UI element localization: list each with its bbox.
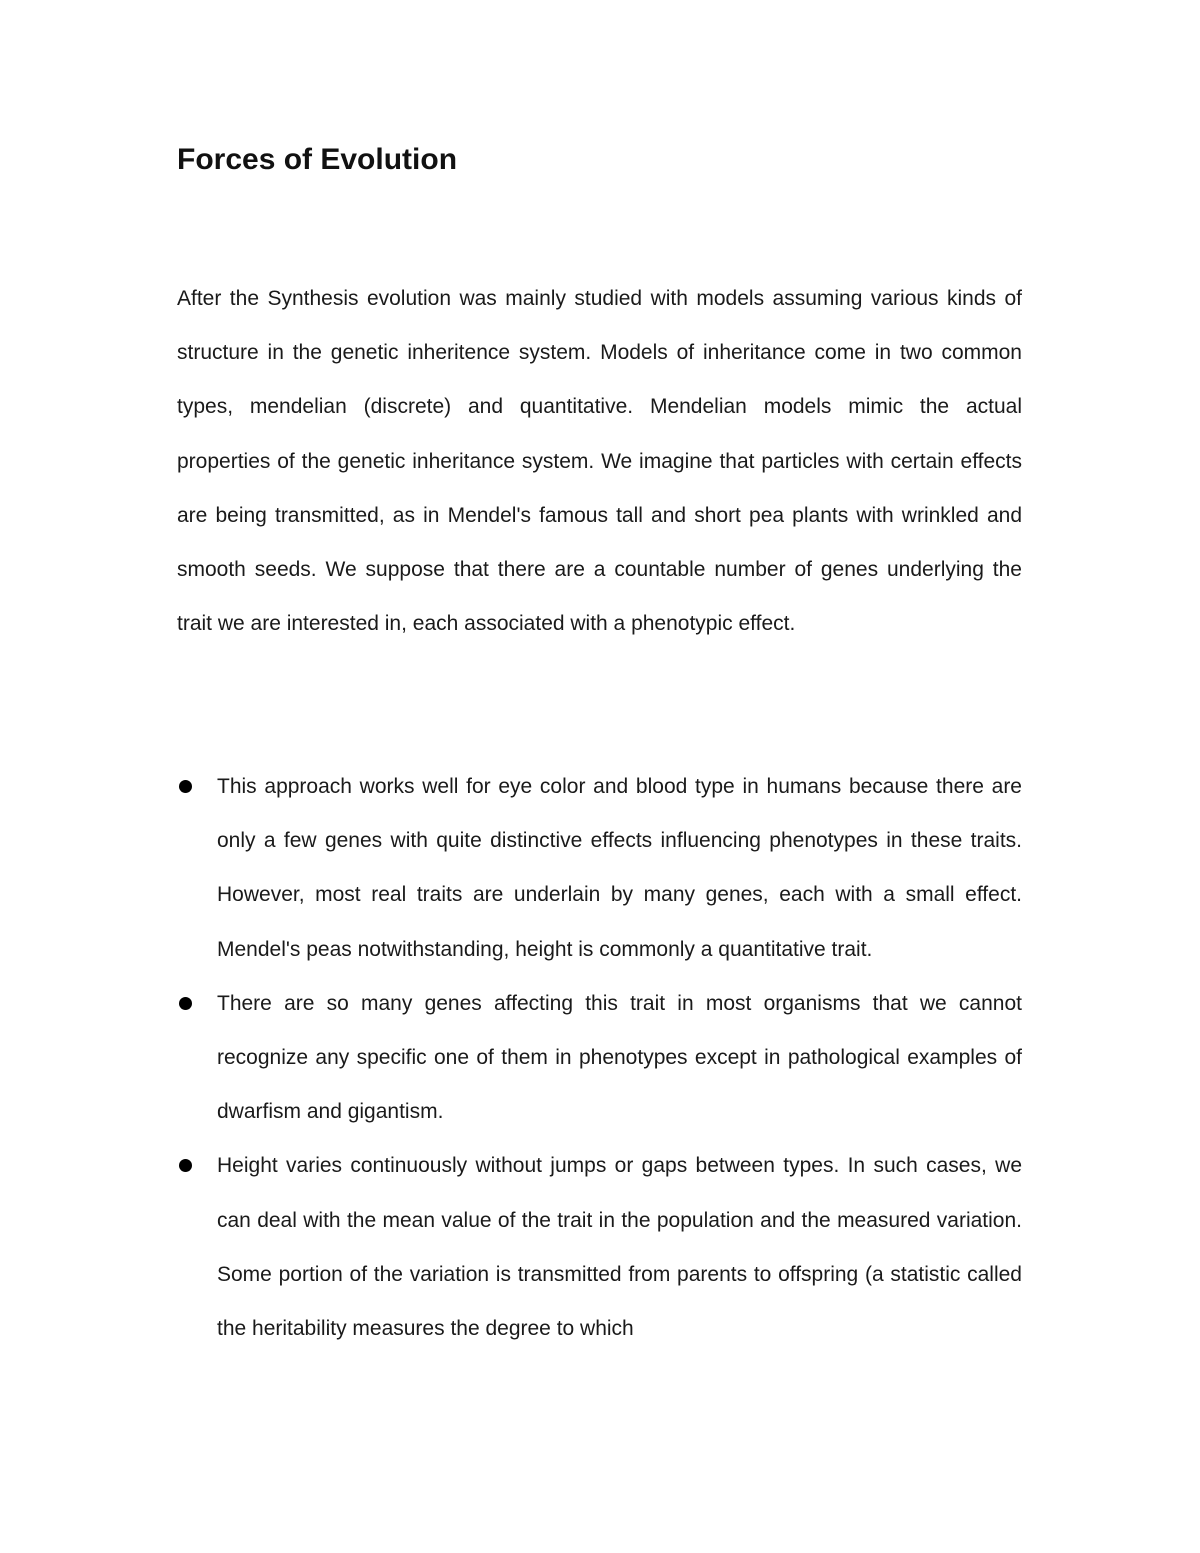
bullet-dot-icon bbox=[179, 997, 192, 1010]
bullet-text: There are so many genes affecting this trait in most organisms that we cannot recognize any specific one of them in phenotypes except in pathological examples of dwarfism and gigantism. bbox=[217, 991, 1022, 1124]
bullet-text: This approach works well for eye color and blood type in humans because there are only a few genes with quite distinctive effects influencing phenotypes in these traits. However, most real traits are underlain by many genes, each with a small effect. Mendel's peas notwithstanding, height is commonly a quantitative trait. bbox=[217, 775, 1022, 961]
bullet-dot-icon bbox=[179, 1159, 192, 1172]
bullet-item bbox=[177, 760, 1022, 977]
bullet-text: Height varies continuously without jumps or gaps between types. In such cases, we can deal with the mean value of the trait in the population and the measured variation. Some portion of the variation is transmitted from parents to offspring (a statistic called the heritability measures the degree to which bbox=[217, 1154, 1022, 1341]
bullet-item bbox=[177, 1139, 1022, 1356]
intro-section bbox=[177, 272, 1022, 651]
bullet-item bbox=[177, 977, 1022, 1140]
bullet-list bbox=[177, 760, 1022, 1356]
intro-paragraph: After the Synthesis evolution was mainly studied with models assuming various kinds of structure in the genetic inheritence system. Models of inheritance come in two common types, mendelian (discrete) and quantitative. Mendelian models mimic the actual properties of the genetic inheritance system. We imagine that particles with certain effects are being transmitted, as in Mendel's famous tall and short pea plants with wrinkled and smooth seeds. We suppose that there are a countable number of genes underlying the trait we are interested in, each associated with a phenotypic effect. bbox=[177, 287, 1022, 636]
bullet-dot-icon bbox=[179, 780, 192, 793]
document-title: Forces of Evolution bbox=[177, 143, 458, 176]
